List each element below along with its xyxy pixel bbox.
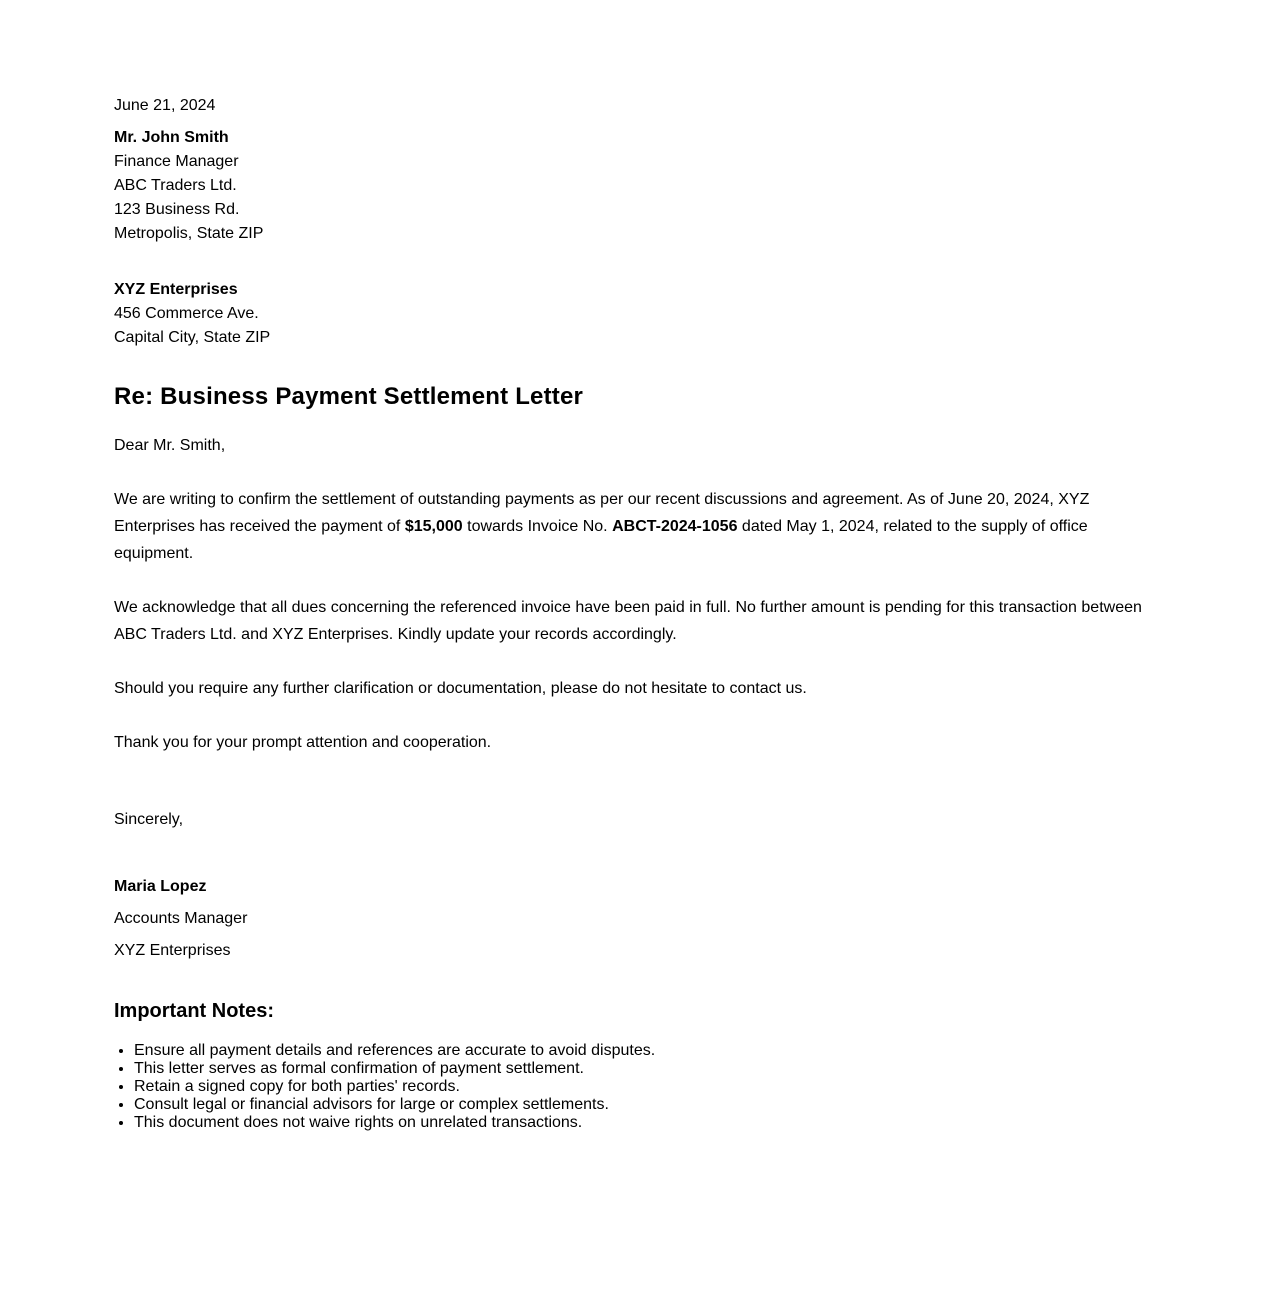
- signatory-company: XYZ Enterprises: [114, 942, 231, 959]
- recipient-address-line2: Metropolis, State ZIP: [114, 225, 264, 242]
- sender-block: [114, 278, 1164, 350]
- greeting: Dear Mr. Smith,: [114, 437, 226, 454]
- paragraph-acknowledgement: We acknowledge that all dues concerning the referenced invoice have been paid in full. No further amount is pending for this transaction between ABC Traders Ltd. and XYZ Enterprises. Kindly update your records accordingly.: [114, 599, 1142, 643]
- recipient-company: ABC Traders Ltd.: [114, 177, 237, 194]
- paragraph-payment-confirmation: [114, 486, 1164, 567]
- recipient-block: [114, 126, 1164, 246]
- paragraph1-text-b: towards Invoice No.: [462, 518, 613, 535]
- list-item: • Consult legal or financial advisors for large or complex settlements.: [134, 1096, 1164, 1114]
- list-item: • This document does not waive rights on unrelated transactions.: [134, 1114, 1164, 1132]
- letter-date: June 21, 2024: [114, 97, 216, 114]
- closing: Sincerely,: [114, 811, 184, 828]
- paragraph1-text-a: We are writing to confirm the settlement of outstanding payments as per our recent discussions and agreement. As of June 20, 2024, XYZ Enterprises has received the payment of: [114, 491, 1090, 535]
- list-item: • This letter serves as formal confirmation of payment settlement.: [134, 1060, 1164, 1078]
- payment-amount: $15,000: [404, 518, 463, 535]
- paragraph-thanks: Thank you for your prompt attention and cooperation.: [114, 734, 492, 751]
- signatory-title: Accounts Manager: [114, 910, 248, 927]
- recipient-title: Finance Manager: [114, 153, 239, 170]
- invoice-number: ABCT-2024-1056: [612, 518, 738, 535]
- paragraph-contact: Should you require any further clarification or documentation, please do not hesitate to contact us.: [114, 680, 807, 697]
- signature-block: [114, 875, 1164, 963]
- notes-heading: Important Notes:: [114, 1000, 274, 1022]
- recipient-address-line1: 123 Business Rd.: [114, 201, 240, 218]
- paragraph1-text-c: dated May 1, 2024, related to the supply of office equipment.: [114, 518, 1088, 562]
- list-item: • Retain a signed copy for both parties' records.: [134, 1078, 1164, 1096]
- sender-address-line2: Capital City, State ZIP: [114, 329, 271, 346]
- signatory-name: Maria Lopez: [114, 878, 207, 895]
- list-item: • Ensure all payment details and references are accurate to avoid disputes.: [134, 1042, 1164, 1060]
- notes-list: [114, 1042, 1164, 1132]
- sender-address-line1: 456 Commerce Ave.: [114, 305, 259, 322]
- sender-company: XYZ Enterprises: [114, 281, 238, 298]
- recipient-name: Mr. John Smith: [114, 129, 229, 146]
- letter-subject: Re: Business Payment Settlement Letter: [114, 383, 584, 410]
